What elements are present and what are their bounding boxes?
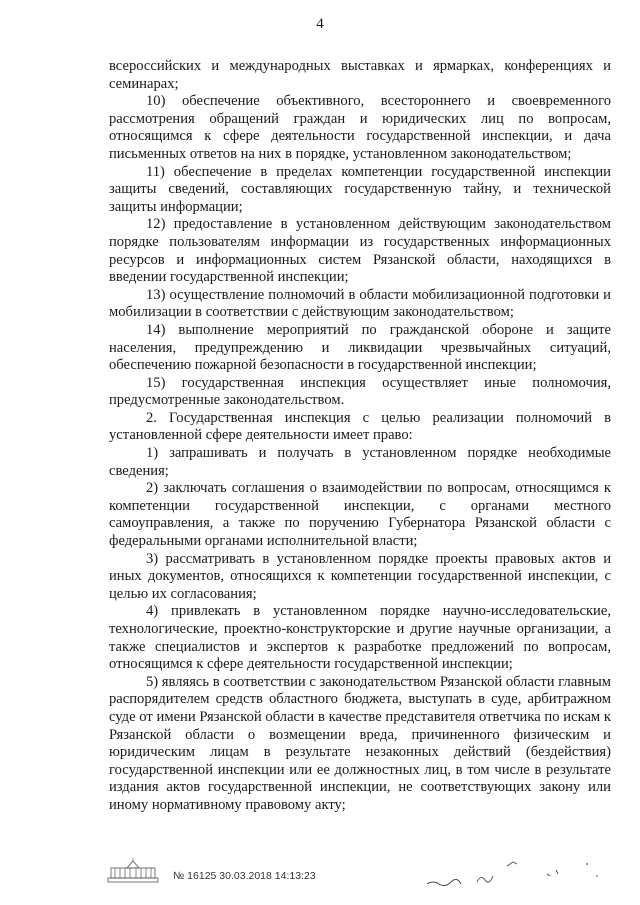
- paragraph: 10) обеспечение объективного, всестороннего и своевременного рассмотрения обращений граждан и юридических лиц по вопросам, относящимся к сфере деятельности государственной инспекции, и дача письменных ответов на них в порядке, установленном законодательством;: [109, 93, 611, 162]
- paragraph: 2. Государственная инспекция с целью реализации полномочий в установленной сфере деятельности имеет право:: [109, 409, 611, 444]
- paragraph: 5) являясь в соответствии с законодательством Рязанской области главным распорядителем средств областного бюджета, выступать в суде, арбитражном суде от имени Рязанской области в качестве представителя ответчика по искам к Рязанской области о возмещении вреда, причиненного физическим и юридическим лицам в результате незаконных действий (бездействия) государственной инспекции или ее должностных лиц, в том числе в результате издания актов государственной инспекции, не соответствующих закону или иному нормативному правовому акту;: [109, 673, 612, 813]
- paragraph: 2) заключать соглашения о взаимодействии по вопросам, относящимся к компетенции государственной инспекции, с органами местного самоуправления, а также по поручению Губернатора Рязанской области с федеральными органами исполнительной власти;: [109, 480, 611, 550]
- paragraph: 13) осуществление полномочий в области мобилизационной подготовки и мобилизации в соответствии с действующим законодательством;: [109, 286, 611, 321]
- paragraph: всероссийских и международных выставках и ярмарках, конференциях и семинарах;: [109, 58, 611, 92]
- handwritten-signature-icon: [407, 846, 627, 896]
- paragraph: 14) выполнение мероприятий по гражданской обороне и защите населения, предупреждению и ликвидации чрезвычайных ситуаций, обеспечению пожарной безопасности в государственной инспекции;: [109, 321, 611, 374]
- registration-number: № 16125 30.03.2018 14:13:23: [173, 870, 316, 882]
- building-stamp-icon: [107, 858, 159, 884]
- document-body: [109, 58, 611, 815]
- page-footer: [107, 846, 627, 896]
- paragraph: 11) обеспечение в пределах компетенции государственной инспекции защиты сведений, составляющих государственную тайну, и технической защиты информации;: [109, 163, 611, 215]
- paragraph: 1) запрашивать и получать в установленном порядке необходимые сведения;: [109, 445, 611, 479]
- paragraph: 3) рассматривать в установленном порядке проекты правовых актов и иных документов, относящихся к компетенции государственной инспекции, с целью их согласования;: [109, 550, 611, 602]
- page-number: 4: [316, 16, 324, 32]
- paragraph: 12) предоставление в установленном действующим законодательством порядке пользователям информации из государственных информационных ресурсов и информационных систем Рязанской области, находящихся в введении государственной инспекции;: [109, 216, 611, 286]
- paragraph: 4) привлекать в установленном порядке научно-исследовательские, технологические, проектно-конструкторские и другие научные организации, а также специалистов и экспертов к разработке предложений по вопросам, относящимся к сфере деятельности государственной инспекции;: [109, 603, 611, 673]
- paragraph: 15) государственная инспекция осуществляет иные полномочия, предусмотренные законодательством.: [109, 374, 611, 409]
